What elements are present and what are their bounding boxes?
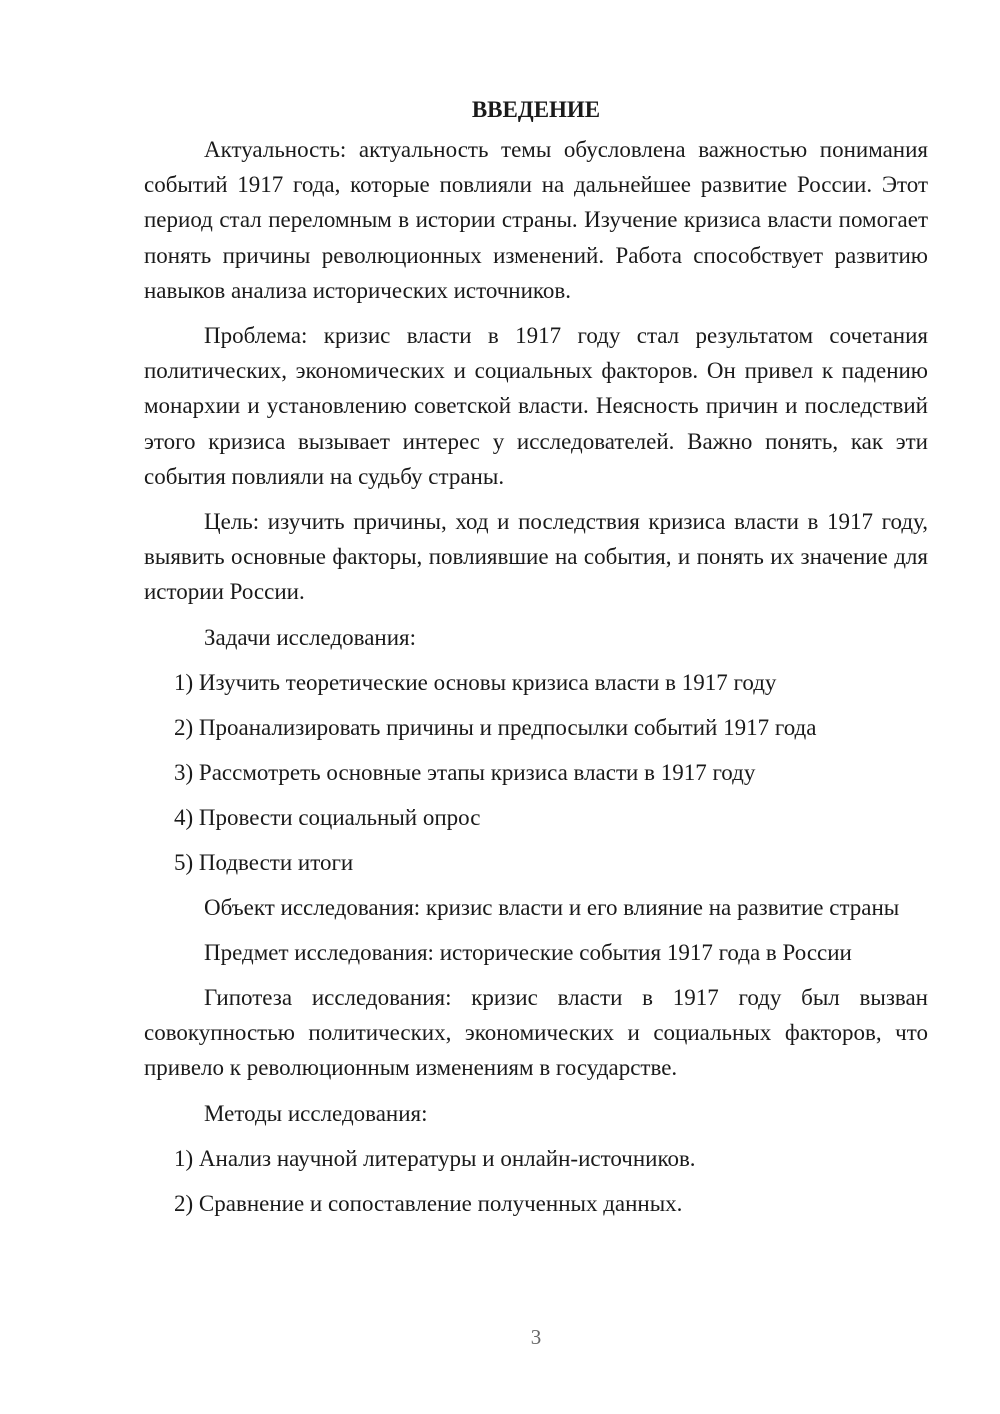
method-item: 1) Анализ научной литературы и онлайн-источников. (174, 1145, 696, 1171)
method-item: 2) Сравнение и сопоставление полученных данных. (174, 1190, 683, 1216)
task-item: 4) Провести социальный опрос (174, 804, 481, 830)
task-item: 5) Подвести итоги (174, 849, 354, 875)
page-number: 3 (530, 1325, 542, 1349)
task-item: 2) Проанализировать причины и предпосылки событий 1917 года (174, 714, 817, 740)
goal-paragraph: Цель: изучить причины, ход и последствия кризиса власти в 1917 году, выявить основные факторы, повлиявшие на события, и понять их значение для истории России. (144, 509, 928, 605)
hypothesis-paragraph: Гипотеза исследования: кризис власти в 1917 году был вызван совокупностью политических, экономических и социальных факторов, что привело к революционным изменениям в государстве. (144, 985, 928, 1081)
object-paragraph: Объект исследования: кризис власти и его влияние на развитие страны (204, 894, 900, 920)
methods-heading: Методы исследования: (204, 1100, 428, 1126)
tasks-list (144, 665, 928, 880)
task-item: 1) Изучить теоретические основы кризиса власти в 1917 году (174, 669, 777, 695)
task-item: 3) Рассмотреть основные этапы кризиса власти в 1917 году (174, 759, 756, 785)
methods-list (144, 1141, 928, 1221)
subject-paragraph: Предмет исследования: исторические события 1917 года в России (204, 939, 852, 965)
document-page (144, 92, 928, 1231)
relevance-paragraph: Актуальность: актуальность темы обусловлена важностью понимания событий 1917 года, которые повлияли на дальнейшее развитие России. Этот период стал переломным в истории страны. Изучение кризиса власти помогает понять причины революционных изменений. Работа способствует развитию навыков анализа исторических источников. (144, 137, 928, 303)
problem-paragraph: Проблема: кризис власти в 1917 году стал результатом сочетания политических, экономических и социальных факторов. Он привел к падению монархии и установлению советской власти. Неясность причин и последствий этого кризиса вызывает интерес у исследователей. Важно понять, как эти события повлияли на судьбу страны. (144, 323, 928, 489)
section-title: ВВЕДЕНИЕ (471, 97, 601, 122)
tasks-heading: Задачи исследования: (204, 624, 417, 650)
